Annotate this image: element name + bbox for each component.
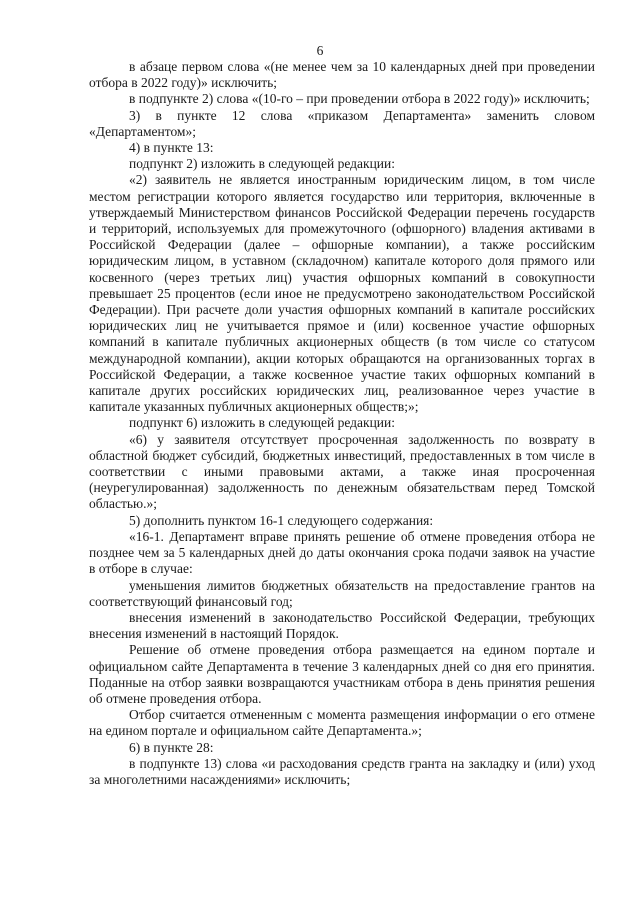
page-number: 6 — [316, 43, 324, 58]
paragraph-11: уменьшения лимитов бюджетных обязательств на предоставление грантов на соответствующий финансовый год; — [89, 577, 595, 609]
paragraph-9: 5) дополнить пунктом 16-1 следующего содержания: — [129, 512, 434, 528]
paragraph-1: в абзаце первом слова «(не менее чем за 10 календарных дней при проведении отбора в 2022 году)» исключить; — [89, 59, 595, 91]
paragraph-6: «2) заявитель не является иностранным юридическим лицом, в том числе местом регистрации которого является государство или территория, включенные в утверждаемый Министерством финансов Российской Федерации перечень государств и территорий, используемых для промежуточного (офшорного) владения активами в Российской Федерации (далее – офшорные компании), а также российским юридическим лицом, в уставном (складочном) капитале которого доля прямого или косвенного (через третьих лиц) участия офшорных компаний в совокупности превышает 25 процентов (если иное не предусмотрено законодательством Российской Федерации). При расчете доли участия офшорных компаний в капитале российских юридических лиц не учитывается прямое и (или) косвенное участие офшорных компаний в капитале публичных акционерных обществ (в том числе со статусом международной компании), акции которых обращаются на организованных торгах в Российской Федерации, а также косвенное участие таких офшорных компаний в капитале других российских юридических лиц, реализованное через участие в капитале указанных публичных акционерных обществ;»; — [89, 172, 595, 415]
document-body — [89, 59, 595, 788]
paragraph-13: Решение об отмене проведения отбора размещается на едином портале и официальном сайте Департамента в течение 3 календарных дней со дня его принятия. Поданные на отбор заявки возвращаются участникам отбора в день принятия решения об отмене проведения отбора. — [89, 642, 595, 706]
paragraph-5: подпункт 2) изложить в следующей редакции: — [129, 156, 396, 172]
paragraph-7: подпункт 6) изложить в следующей редакции: — [129, 415, 396, 431]
paragraph-4: 4) в пункте 13: — [129, 140, 214, 156]
paragraph-15: 6) в пункте 28: — [129, 739, 214, 755]
paragraph-10: «16-1. Департамент вправе принять решение об отмене проведения отбора не позднее чем за 5 календарных дней до даты окончания срока подачи заявок на участие в отборе в случае: — [89, 528, 595, 577]
paragraph-3: 3) в пункте 12 слова «приказом Департамента» заменить словом «Департаментом»; — [89, 107, 595, 139]
paragraph-8: «6) у заявителя отсутствует просроченная задолженность по возврату в областной бюджет субсидий, бюджетных инвестиций, предоставленных в том числе в соответствии с иными правовыми актами, а также иная просроченная (неурегулированная) задолженность по денежным обязательствам перед Томской областью.»; — [89, 431, 595, 512]
paragraph-2: в подпункте 2) слова «(10-го – при проведении отбора в 2022 году)» исключить; — [129, 91, 590, 107]
paragraph-12: внесения изменений в законодательство Российской Федерации, требующих внесения изменений в настоящий Порядок. — [89, 609, 595, 642]
paragraph-14: Отбор считается отмененным с момента размещения информации о его отмене на едином портале и официальном сайте Департамента.»; — [89, 707, 595, 739]
paragraph-16: в подпункте 13) слова «и расходования средств гранта на закладку и (или) уход за многолетними насаждениями» исключить; — [89, 755, 595, 787]
